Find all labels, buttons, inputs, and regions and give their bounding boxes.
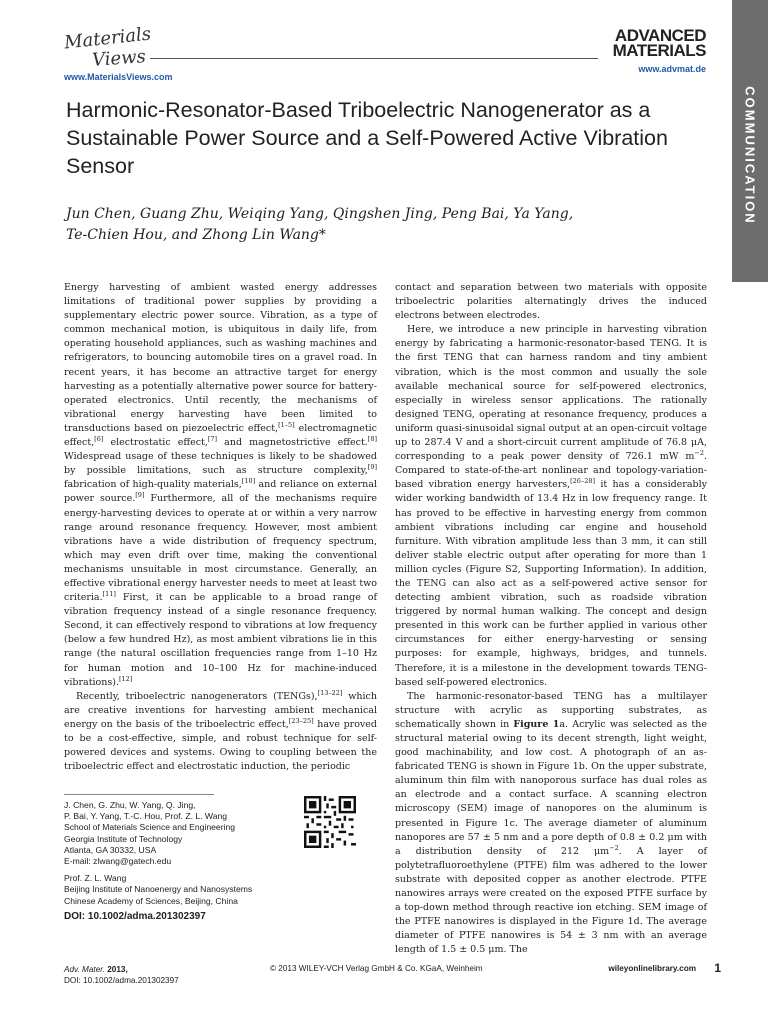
affiliations: J. Chen, G. Zhu, W. Yang, Q. Jing, P. Bai, Y. Yang, T.-C. Hou, Prof. Z. L. Wang School of Materials Science and Engineering Georgia Institute of Technology Atlanta, GA 30332, USA E-mail: zlwang@gatech.edu Prof. Z. L. Wang Beijing Institute of Nanoenergy and Nanosystems Chinese Academy of Sciences, Beijing, China [64,800,294,907]
authors-line-1: Jun Chen, Guang Zhu, Weiqing Yang, Qingshen Jing, Peng Bai, Ya Yang, [66,206,574,222]
citation[interactable]: [8] [367,434,377,443]
author-list [66,204,666,246]
paper-title: Harmonic-Resonator-Based Triboelectric Nanogenerator as a Sustainable Power Source and a Self-Powered Active Vibration Sensor [66,98,668,178]
paragraph: Energy harvesting of ambient wasted energy addresses limitations of traditional power supplies by providing a supplementary electric power source. Vibration, as a type of common mechanical motion, is ubiquitous in daily life, from operating household appliances, such as washing machines and refrigerators, to bouncing automobile tires on a gravel road. In recent years, it has become an attractive target for energy harvesting as a potentially alternative power source for battery-operated electronics. Until recently, the mechanisms of vibrational energy harvesting have been limited to transductions based on piezoelectric effect,[1–5] electromagnetic effect,[6] electrostatic effect,[7] and magnetostrictive effect.[8] Widespread usage of these techniques is likely to be shadowed by possible limitations, such as structure complexity,[9] fabrication of high-quality materials,[10] and reliance on external power source.[9] Furthermore, all of the mechanisms require energy-harvesting devices to operate at or within a very narrow range around resonance frequency. However, most ambient vibrations have a wide distribution of frequency spectrum, which may even drift over time, making the conventional mechanisms unsuitable in most circumstance. Generally, an effective vibrational energy harvester needs to meet at least two criteria.[11] First, it can be applicable to a broad range of vibration frequency instead of a single resonance frequency. Second, it can effectively respond to vibrations at low frequency (below a few hundred Hz), as most ambient vibrations lie in this range (the natural oscillation frequencies range from 1–10 Hz for human motion and 10–100 Hz for machine-induced vibrations).[12] [64,282,377,688]
materialsviews-url[interactable]: www.MaterialsViews.com [64,72,173,82]
logo-word-2: Views [91,46,147,71]
citation[interactable]: [6] [94,434,104,443]
journal-year: 2013, [104,965,128,974]
citation[interactable]: [13–22] [317,688,343,697]
footer-citation [64,964,179,986]
figure-reference[interactable]: Figure 1 [513,718,560,730]
authors-line-2: Te-Chien Hou, and Zhong Lin Wang* [66,227,326,243]
wiley-online-library-link[interactable]: wileyonlinelibrary.com [608,964,696,973]
citation[interactable]: [9] [135,491,145,500]
paragraph: Recently, triboelectric nanogenerators (TENGs),[13–22] which are creative inventions for harvesting ambient mechanical energy on the basis of the triboelectric effect,[23–25] have proved to be a cost-effective, simple, and robust technique for self-powered devices and systems. Owing to coupling between the triboelectric effect and electrostatic induction, the periodic [64,688,378,773]
body-column-left [64,281,377,774]
citation[interactable]: [9] [367,463,377,472]
paragraph: contact and separation between two materials with opposite triboelectric polarities alternatingly drives the induced electrons between electrodes. [395,282,707,322]
advanced-materials-logo [613,28,706,58]
paragraph: Here, we introduce a new principle in harvesting vibration energy by fabricating a harmonic-resonator-based TENG. It is the first TENG that can harness random and tiny ambient vibration, which is the most common and usually the sole available mechanical source for self-powered electronics, especially in wireless sensor applications. The rationally designed TENG, operating at resonance frequency, produces a uniform quasi-sinusoidal signal output at an open-circuit voltage up to 287.4 V and a short-circuit current amplitude of 76.8 μA, corresponding to a peak power density of 726.1 mW $m^{-2}$. Compared to state-of-the-art nonlinear and topology-variation-based vibration energy harvesters,[26–28] it has a considerably wider working bandwidth of 13.4 Hz in low frequency range. It has proved to be effective in harvesting energy from common ambient vibrations including car engine and household furniture. With vibration amplitude less than 3 mm, it can still deliver stable electric output after operating for more than 1 million cycles (Figure S2, Supporting Information). In addition, the TENG can also act as a self-powered active sensor for detecting ambient vibration, such as roadside vibration triggered by normal human walking. The concept and design presented in this work can be further applied in various other circumstances for either energy-harvesting or sensing purposes: for example, highways, bridges, and tunnels. Therefore, it is a milestone in the development towards TENG-based self-powered electronics. [395,324,707,688]
citation[interactable]: [26–28] [570,477,596,486]
journal-abbrev: Adv. Mater. [64,965,105,974]
copyright: © 2013 WILEY-VCH Verlag GmbH & Co. KGaA, Weinheim [270,964,483,973]
advmat-url[interactable]: www.advmat.de [638,64,706,74]
citation[interactable]: [12] [119,674,133,683]
footer-doi: DOI: 10.1002/adma.201302397 [64,976,179,985]
citation[interactable]: [11] [102,589,116,598]
citation[interactable]: [1–5] [278,420,295,429]
affiliation-rule [64,794,214,795]
journal-word-1: ADVANCED [614,26,706,45]
citation[interactable]: [23–25] [288,716,314,725]
materials-views-logo [63,23,154,72]
paragraph: The harmonic-resonator-based TENG has a multilayer structure with acrylic as supporting substrates, as schematically shown in Figure 1a. Acrylic was selected as the structural material owing to its decent strength, light weight, good machinability, and low cost. A photograph of an as-fabricated TENG is shown in Figure 1b. On the upper substrate, aluminum thin film with nanoporous surface has dual roles as an electrode and a contact surface. A scanning electron microscopy (SEM) image of nanopores on the aluminum is presented in Figure 1c. The average diameter of aluminum nanopores are 57 ± 5 nm and a pore depth of 0.8 ± 0.2 μm with a distribution density of 212 $\mu m^{-2}$. A layer of polytetrafluoroethylene (PTFE) film was adhered to the lower substrate with deposited copper as another electrode. PTFE nanowires arrays were created on the exposed PTFE surface by a top-down method through reactive ion etching. SEM image of the PTFE nanowires is displayed in the Figure 1d. The average diameter of PTFE nanowires is 54 ± 3 nm with an average length of 1.5 ± 0.5 μm. The [395,690,707,956]
page-number: 1 [714,961,721,975]
journal-word-2: MATERIALS [612,41,706,60]
email[interactable]: E-mail: zlwang@gatech.edu [64,856,172,867]
body-column-right [395,281,707,958]
section-label: COMMUNICATION [742,86,758,225]
logo-word-1: Materials [63,23,152,54]
citation[interactable]: [10] [241,477,256,486]
article-doi[interactable]: DOI: 10.1002/adma.201302397 [64,911,206,922]
citation[interactable]: [7] [207,434,218,443]
qr-code-icon[interactable] [304,796,356,848]
section-tab [732,0,768,282]
header-rule [150,58,598,59]
